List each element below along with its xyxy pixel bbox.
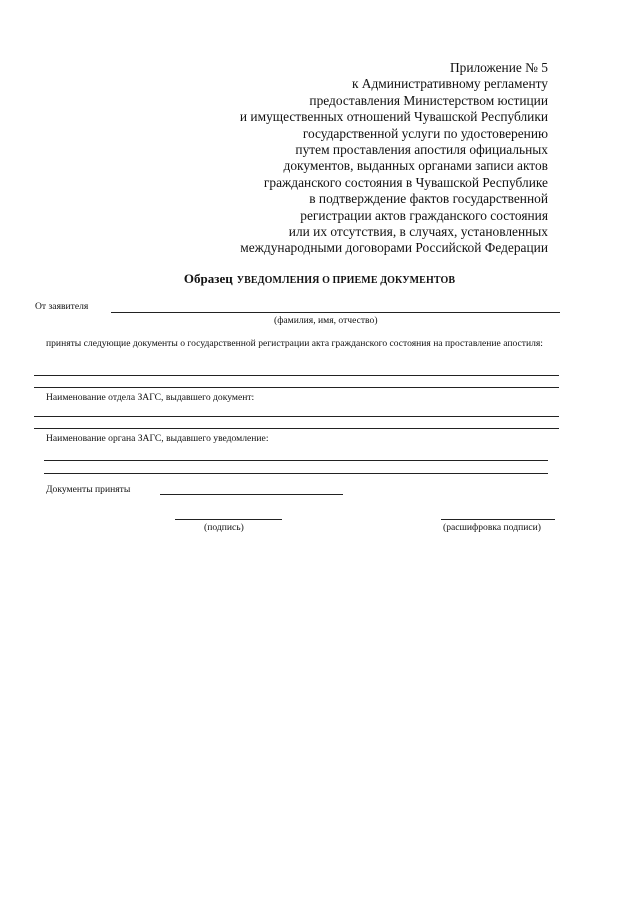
appendix-line: международными договорами Российской Федерации [240, 240, 548, 256]
signature-decode-caption: (расшифровка подписи) [443, 522, 541, 533]
document-title [0, 270, 639, 288]
signature-decode-line[interactable] [441, 519, 555, 520]
title-prefix: Образец [183, 271, 233, 286]
signature-caption: (подпись) [204, 522, 244, 533]
applicant-name-line[interactable] [111, 312, 560, 313]
accepted-label: Документы приняты [46, 484, 131, 495]
applicant-label: От заявителя [35, 301, 89, 312]
title-main: УВЕДОМЛЕНИЯ О ПРИЕМЕ ДОКУМЕНТОВ [236, 275, 456, 286]
signature-line[interactable] [175, 519, 282, 520]
applicant-caption: (фамилия, имя, отчество) [274, 315, 378, 326]
registry-office-line-2[interactable] [34, 428, 559, 429]
registry-office-line-1[interactable] [34, 416, 559, 417]
appendix-line: гражданского состояния в Чувашской Республике [263, 174, 548, 190]
documents-line-1[interactable] [34, 375, 559, 376]
appendix-line: документов, выданных органами записи актов [283, 158, 548, 174]
documents-text: приняты следующие документы о государственной регистрации акта гражданского состояния на проставление апостиля: [46, 338, 543, 349]
appendix-line: в подтверждение фактов государственной [309, 191, 548, 207]
appendix-line: и имущественных отношений Чувашской Республики [239, 109, 548, 125]
appendix-line: путем проставления апостиля официальных [295, 142, 548, 158]
accepted-line[interactable] [160, 494, 343, 495]
appendix-line: Приложение № 5 [449, 60, 548, 75]
registry-office-label: Наименование отдела ЗАГС, выдавшего документ: [46, 392, 255, 403]
issuing-authority-line-1[interactable] [44, 460, 548, 461]
appendix-line: регистрации актов гражданского состояния [300, 207, 548, 223]
appendix-line: государственной услуги по удостоверению [302, 125, 548, 141]
appendix-line: или их отсутствия, в случаях, установленных [288, 224, 548, 240]
appendix-header [128, 60, 548, 257]
issuing-authority-line-2[interactable] [44, 473, 548, 474]
appendix-line: предоставления Министерством юстиции [309, 92, 548, 108]
issuing-authority-label: Наименование органа ЗАГС, выдавшего уведомление: [46, 433, 269, 444]
appendix-line: к Административному регламенту [351, 76, 548, 92]
documents-line-2[interactable] [34, 387, 559, 388]
